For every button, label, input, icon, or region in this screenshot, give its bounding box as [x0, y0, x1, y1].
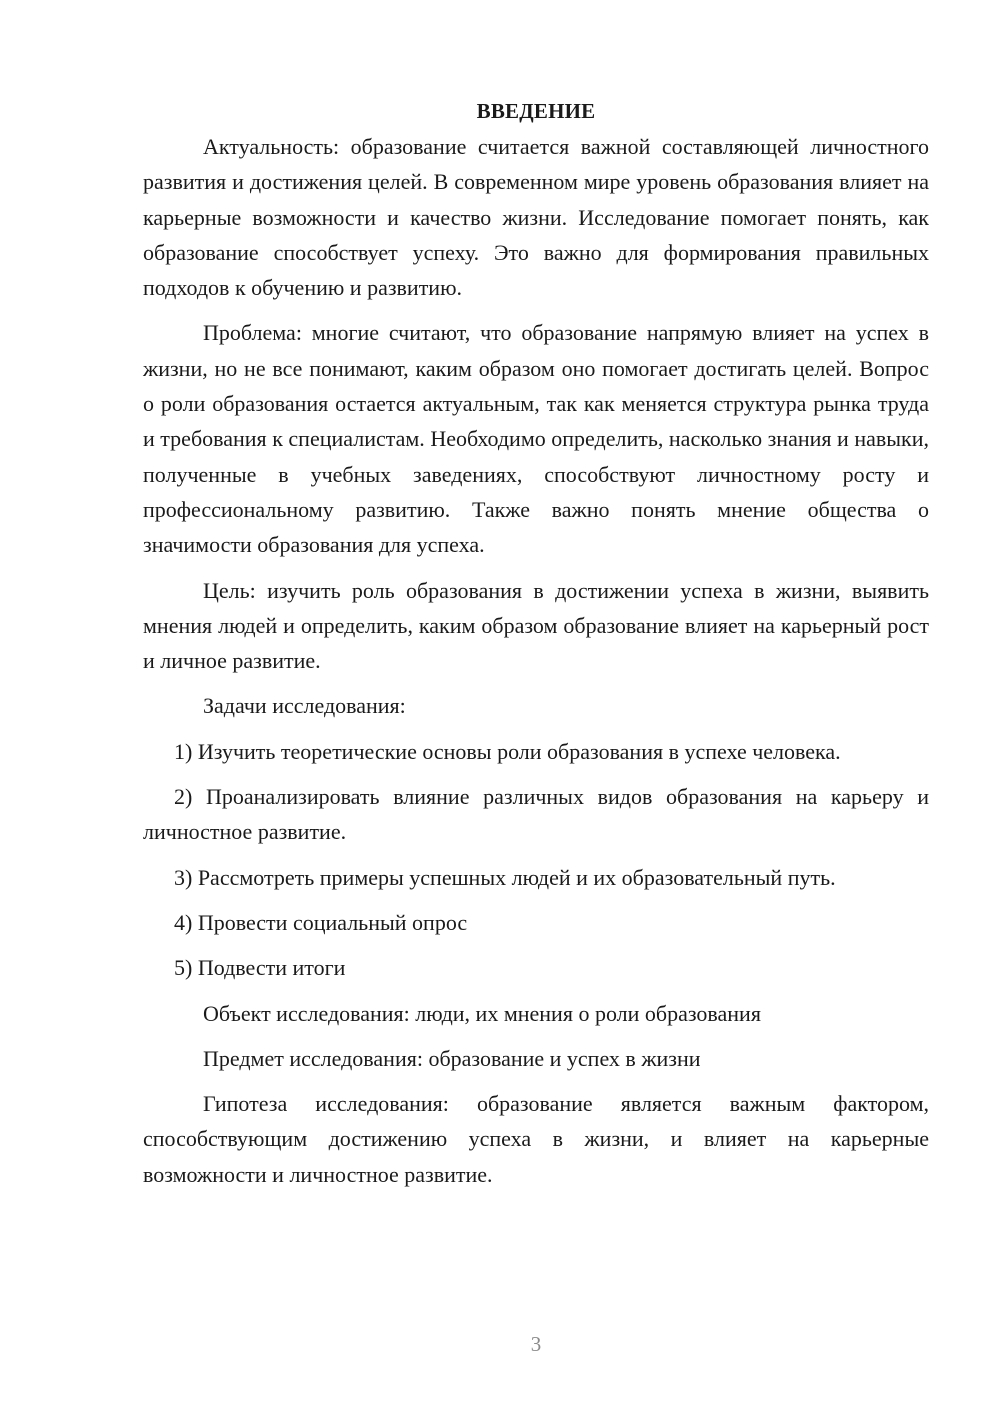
tasks-heading: Задачи исследования: — [203, 693, 406, 719]
subject-paragraph: Предмет исследования: образование и успех в жизни — [203, 1045, 701, 1071]
problem-paragraph: Проблема: многие считают, что образование напрямую влияет на успех в жизни, но не все понимают, каким образом оно помогает достигать целей. Вопрос о роли образования остается актуальным, так как меняется структура рынка труда и требования к специалистам. Необходимо определить, насколько знания и навыки, полученные в учебных заведениях, способствуют личностному росту и профессиональному развитию. Также важно понять мнение общества о значимости образования для успеха. — [143, 320, 929, 558]
task-item-2: 2) Проанализировать влияние различных видов образования на карьеру и личностное развитие. — [143, 784, 929, 845]
goal-paragraph: Цель: изучить роль образования в достижении успеха в жизни, выявить мнения людей и определить, каким образом образование влияет на карьерный рост и личное развитие. — [143, 577, 929, 674]
page-number: 3 — [530, 1332, 542, 1356]
page-title: ВВЕДЕНИЕ — [476, 99, 596, 123]
task-item-3: 3) Рассмотреть примеры успешных людей и их образовательный путь. — [174, 864, 836, 890]
object-paragraph: Объект исследования: люди, их мнения о роли образования — [203, 1000, 761, 1026]
task-item-1: 1) Изучить теоретические основы роли образования в успехе человека. — [174, 738, 841, 764]
task-item-5: 5) Подвести итоги — [174, 955, 346, 981]
hypothesis-paragraph: Гипотеза исследования: образование является важным фактором, способствующим достижению успеха в жизни, и влияет на карьерные возможности и личностное развитие. — [143, 1091, 929, 1187]
task-item-4: 4) Провести социальный опрос — [174, 909, 468, 935]
document-page — [143, 94, 929, 1202]
relevance-paragraph: Актуальность: образование считается важной составляющей личностного развития и достижения целей. В современном мире уровень образования влияет на карьерные возможности и качество жизни. Исследование помогает понять, как образование способствует успеху. Это важно для формирования правильных подходов к обучению и развитию. — [143, 134, 929, 301]
